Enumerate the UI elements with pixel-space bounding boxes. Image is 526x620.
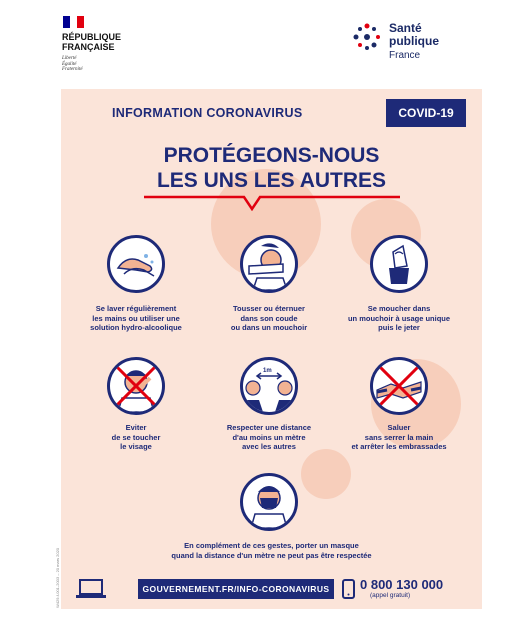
- tissue-icon: [370, 235, 428, 293]
- covid-badge: COVID-19: [386, 99, 466, 127]
- republique-flag: [63, 16, 84, 28]
- republique-motto: Liberté Égalité Fraternité: [62, 56, 83, 72]
- information-coronavirus-title: INFORMATION CORONAVIRUS: [112, 106, 303, 120]
- republique-francaise-title: RÉPUBLIQUE FRANÇAISE: [62, 32, 122, 52]
- sante-publique-title: Santé publique: [389, 21, 439, 48]
- gesture-caption: Eviter de se toucher le visage: [111, 423, 161, 451]
- hand-washing-icon: [107, 235, 165, 293]
- phone-number[interactable]: 0 800 130 000: [360, 577, 444, 592]
- headline-line-1: PROTÉGEONS-NOUS: [163, 144, 380, 167]
- poster: [61, 89, 482, 609]
- distance-icon: [240, 357, 298, 415]
- footer-bar: [74, 577, 469, 601]
- sante-publique-logo-icon: [352, 22, 382, 52]
- gesture-caption: Respecter une distance d'au moins un mètre avec les autres: [226, 423, 312, 451]
- distance-label: 1m: [263, 368, 272, 374]
- gesture-caption: Se moucher dans un mouchoir à usage unique puis le jeter: [347, 304, 451, 332]
- no-handshake-icon: [370, 357, 428, 415]
- info-coronavirus-link[interactable]: GOUVERNEMENT.FR/INFO-CORONAVIRUS: [138, 579, 334, 599]
- virus-decoration: [301, 449, 351, 499]
- laptop-icon: [76, 578, 106, 600]
- mask-icon: [240, 473, 298, 531]
- gesture-caption: Saluer sans serrer la main et arrêter les embrassades: [351, 423, 447, 451]
- phone-icon: [342, 579, 355, 599]
- mask-recommendation: En complément de ces gestes, porter un masque quand la distance d'un mètre ne peut pas être respectée: [171, 541, 372, 560]
- no-face-touch-icon: [107, 357, 165, 415]
- speech-bubble-underline: [144, 195, 400, 211]
- document-reference: W429-f-001-2003 – 20 mars 2020: [55, 547, 60, 608]
- gesture-caption: Se laver régulièrement les mains ou utiliser une solution hydro-alcoolique: [90, 304, 182, 332]
- phone-note: (appel gratuit): [370, 592, 411, 599]
- sante-publique-france: France: [389, 50, 421, 61]
- cough-elbow-icon: [240, 235, 298, 293]
- headline-line-2: LES UNS LES AUTRES: [156, 169, 387, 192]
- gesture-caption: Tousser ou éternuer dans son coude ou dans un mouchoir: [230, 304, 308, 332]
